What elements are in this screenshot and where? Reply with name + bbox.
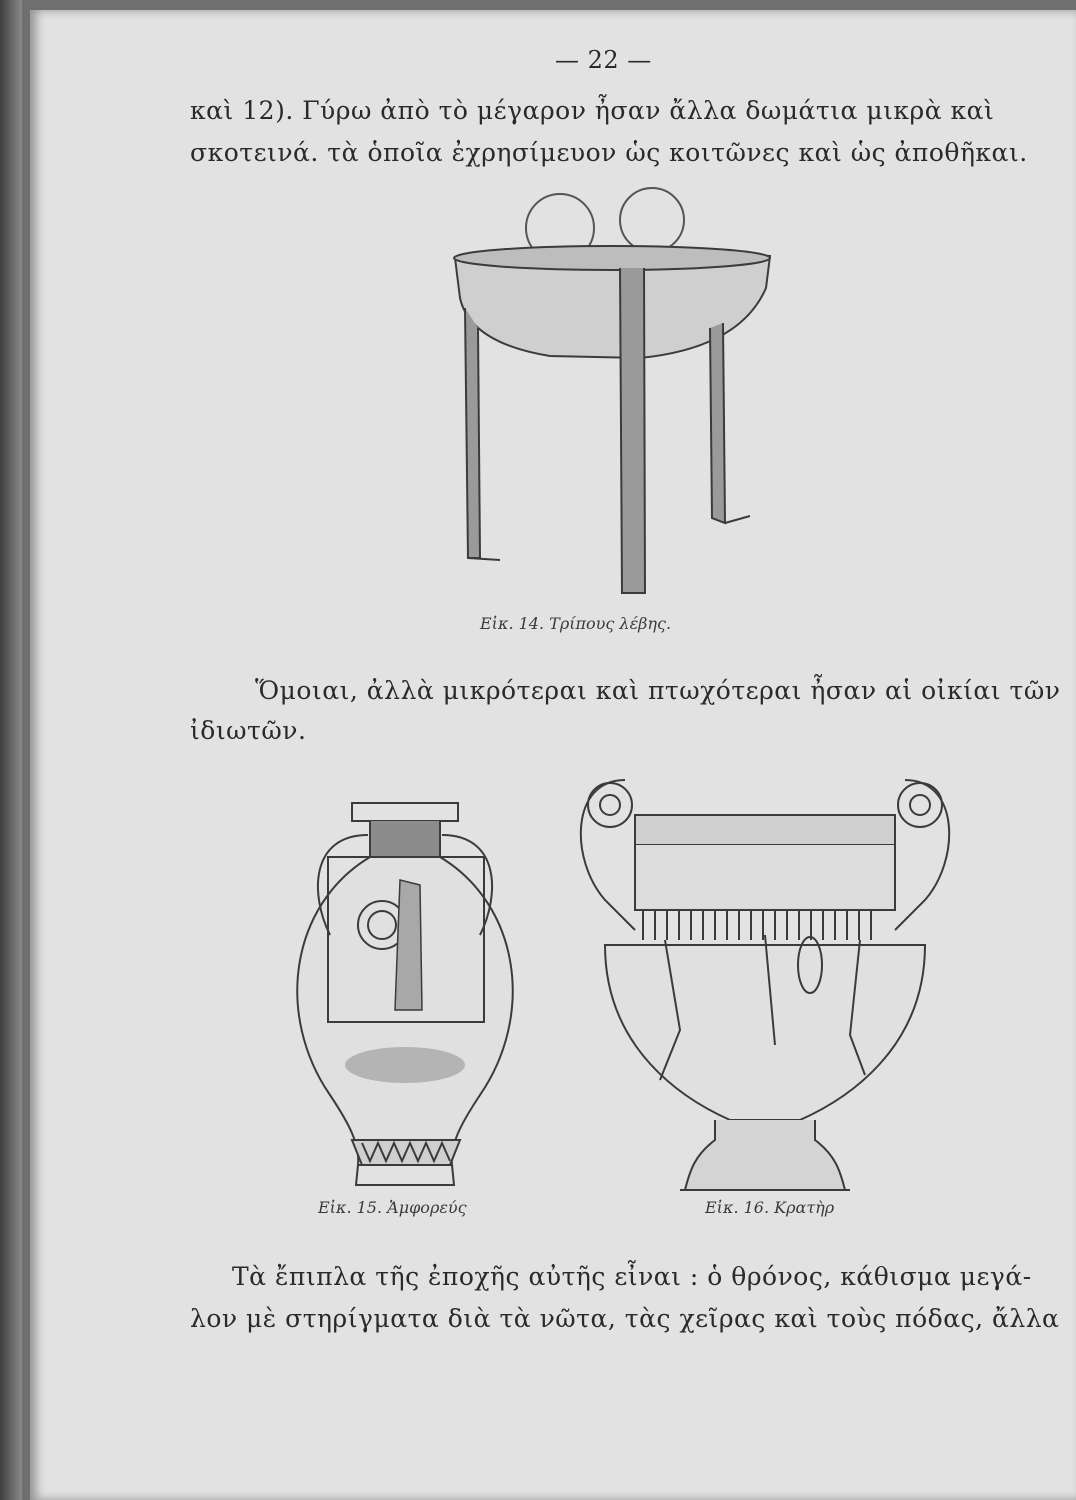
figure15-caption: Εἰκ. 15. Ἀμφορεύς xyxy=(318,1198,467,1217)
paragraph3-line2: λον μὲ στηρίγματα διὰ τὰ νῶτα, τὰς χεῖρας καὶ τοὺς πόδας, ἄλλα xyxy=(190,1304,1060,1333)
krater-illustration xyxy=(565,760,965,1200)
page-number: — 22 — xyxy=(555,46,652,74)
amphora-illustration xyxy=(270,795,550,1195)
paragraph2-line2: ἰδιωτῶν. xyxy=(190,716,307,745)
paragraph2-line1: Ὅμοιαι, ἀλλὰ μικρότεραι καὶ πτωχότεραι ἦσαν αἱ οἰκίαι τῶν xyxy=(255,676,1061,705)
paragraph1-line1: καὶ 12). Γύρω ἀπὸ τὸ μέγαρον ἦσαν ἄλλα δωμάτια μικρὰ καὶ xyxy=(190,96,995,125)
book-spine-shadow xyxy=(0,0,22,1500)
paragraph3-line1: Τὰ ἔπιπλα τῆς ἐποχῆς αὐτῆς εἶναι : ὁ θρόνος, κάθισμα μεγά- xyxy=(232,1262,1032,1291)
figure16-caption: Εἰκ. 16. Κρατὴρ xyxy=(705,1198,835,1217)
tripod-cauldron-illustration xyxy=(440,178,790,608)
figure14-caption: Εἰκ. 14. Τρίπους λέβης. xyxy=(480,614,672,633)
paragraph1-line2: σκοτεινά. τὰ ὁποῖα ἐχρησίμευον ὡς κοιτῶνες καὶ ὡς ἀποθῆκαι. xyxy=(190,138,1028,167)
